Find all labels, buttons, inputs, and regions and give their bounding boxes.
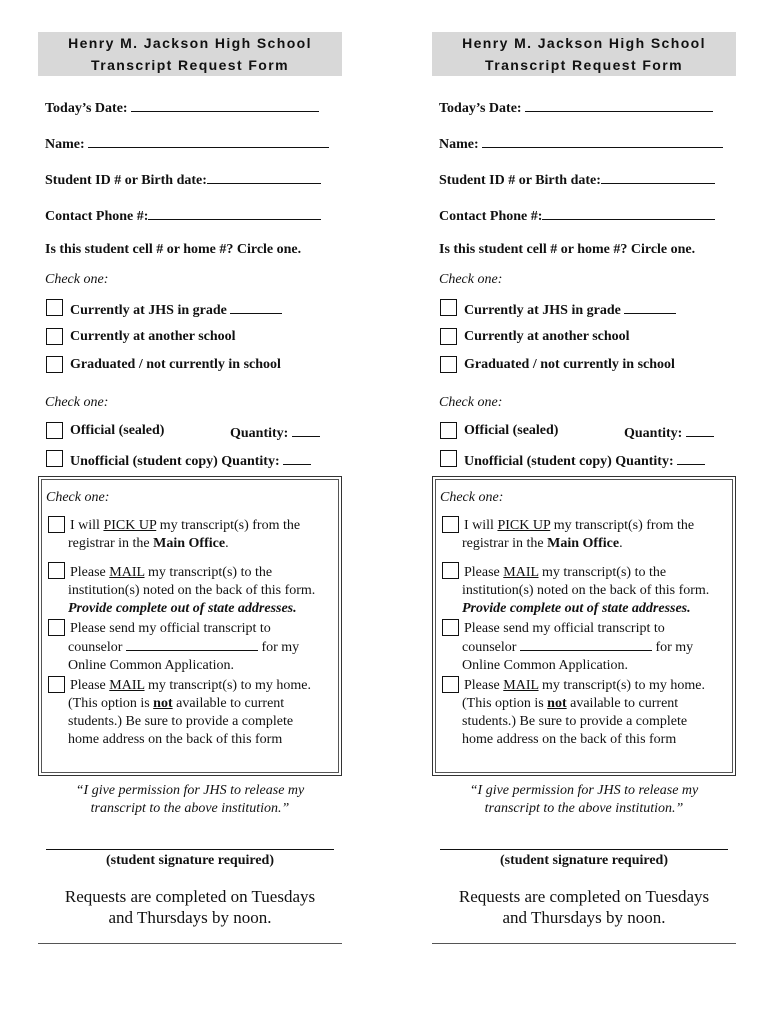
- school-name: Henry M. Jackson High School: [462, 35, 706, 51]
- pickup-text: I will PICK UP my transcript(s) from the registrar in the Main Office.: [68, 518, 301, 551]
- completion-note: Requests are completed on Tuesdays and Thursdays by noon.: [64, 887, 316, 927]
- check-one-label: Check one:: [45, 395, 109, 410]
- check-one-label: Check one:: [440, 490, 504, 505]
- name-field[interactable]: [45, 134, 329, 153]
- mail-institution-text: Please MAIL my transcript(s) to the institution(s) noted on the back of this form. Provide complete out of state addresses.: [68, 565, 316, 616]
- contact-phone-label: Contact Phone #:: [45, 209, 149, 224]
- quantity-label: Quantity:: [221, 454, 280, 469]
- signature-label: (student signature required): [499, 853, 668, 868]
- mail-institution-checkbox[interactable]: [442, 562, 459, 579]
- unofficial-checkbox[interactable]: [440, 450, 457, 467]
- signature-line[interactable]: [46, 849, 334, 850]
- form-title: Transcript Request Form: [91, 57, 289, 73]
- another-school-label: Currently at another school: [464, 329, 630, 344]
- bottom-divider: [432, 943, 736, 944]
- school-name: Henry M. Jackson High School: [68, 35, 312, 51]
- student-id-label: Student ID # or Birth date:: [439, 173, 601, 188]
- contact-phone-blank[interactable]: [148, 206, 321, 220]
- student-id-field[interactable]: [45, 170, 321, 189]
- check-one-label: Check one:: [45, 272, 109, 287]
- form-header: [38, 32, 342, 76]
- permission-statement: “I give permission for JHS to release my transcript to the above institution.”: [75, 783, 305, 816]
- name-label: Name:: [439, 137, 479, 152]
- student-id-label: Student ID # or Birth date:: [45, 173, 207, 188]
- pickup-text: I will PICK UP my transcript(s) from the registrar in the Main Office.: [462, 518, 695, 551]
- student-id-blank[interactable]: [207, 170, 321, 184]
- current-jhs-checkbox[interactable]: [440, 299, 457, 316]
- counselor-checkbox[interactable]: [48, 619, 65, 636]
- mail-institution-text: Please MAIL my transcript(s) to the institution(s) noted on the back of this form. Provide complete out of state addresses.: [462, 565, 710, 616]
- todays-date-field[interactable]: [439, 98, 713, 117]
- name-field[interactable]: [439, 134, 723, 153]
- signature-line[interactable]: [440, 849, 728, 850]
- graduated-label: Graduated / not currently in school: [70, 357, 281, 372]
- graduated-checkbox[interactable]: [46, 356, 63, 373]
- unofficial-quantity-blank[interactable]: [283, 451, 311, 465]
- official-quantity: [230, 423, 320, 442]
- check-one-label: Check one:: [439, 395, 503, 410]
- official-checkbox[interactable]: [46, 422, 63, 439]
- counselor-checkbox[interactable]: [442, 619, 459, 636]
- official-quantity: [624, 423, 714, 442]
- another-school-label: Currently at another school: [70, 329, 236, 344]
- unofficial-label: Unofficial (student copy): [464, 454, 612, 469]
- graduated-label: Graduated / not currently in school: [464, 357, 675, 372]
- check-one-label: Check one:: [46, 490, 110, 505]
- current-jhs-checkbox[interactable]: [46, 299, 63, 316]
- another-school-checkbox[interactable]: [440, 328, 457, 345]
- counselor-text: Please send my official transcript to counselor for my Online Common Application.: [68, 621, 300, 673]
- graduated-checkbox[interactable]: [440, 356, 457, 373]
- completion-note: Requests are completed on Tuesdays and Thursdays by noon.: [458, 887, 710, 927]
- todays-date-label: Today’s Date:: [45, 101, 128, 116]
- name-blank[interactable]: [482, 134, 723, 148]
- another-school-checkbox[interactable]: [46, 328, 63, 345]
- student-id-blank[interactable]: [601, 170, 715, 184]
- unofficial-label: Unofficial (student copy): [70, 454, 218, 469]
- todays-date-blank[interactable]: [131, 98, 319, 112]
- official-label: Official (sealed): [70, 423, 165, 438]
- student-id-field[interactable]: [439, 170, 715, 189]
- pickup-checkbox[interactable]: [48, 516, 65, 533]
- unofficial-checkbox[interactable]: [46, 450, 63, 467]
- contact-phone-label: Contact Phone #:: [439, 209, 543, 224]
- delivery-options-box: [432, 476, 736, 776]
- form-title: Transcript Request Form: [485, 57, 683, 73]
- counselor-name-blank[interactable]: [520, 638, 652, 651]
- permission-statement: “I give permission for JHS to release my transcript to the above institution.”: [469, 783, 699, 816]
- bottom-divider: [38, 943, 342, 944]
- name-label: Name:: [45, 137, 85, 152]
- todays-date-blank[interactable]: [525, 98, 713, 112]
- name-blank[interactable]: [88, 134, 329, 148]
- contact-phone-blank[interactable]: [542, 206, 715, 220]
- form-header: [432, 32, 736, 76]
- official-label: Official (sealed): [464, 423, 559, 438]
- counselor-text: Please send my official transcript to counselor for my Online Common Application.: [462, 621, 694, 673]
- unofficial-option: [70, 451, 311, 470]
- contact-phone-field[interactable]: [45, 206, 321, 225]
- cell-or-home-question: Is this student cell # or home #? Circle one.: [45, 242, 302, 257]
- official-quantity-blank[interactable]: [292, 423, 320, 437]
- signature-label: (student signature required): [105, 853, 274, 868]
- todays-date-field[interactable]: [45, 98, 319, 117]
- current-jhs-option: [70, 300, 282, 319]
- transcript-form-left: [38, 0, 342, 1024]
- pickup-checkbox[interactable]: [442, 516, 459, 533]
- cell-or-home-question: Is this student cell # or home #? Circle one.: [439, 242, 696, 257]
- unofficial-quantity-blank[interactable]: [677, 451, 705, 465]
- unofficial-option: [464, 451, 705, 470]
- grade-blank[interactable]: [624, 300, 676, 314]
- mail-home-text: Please MAIL my transcript(s) to my home. (This option is not available to current students.) Be sure to provide a complete home address on the back of this form: [68, 678, 311, 747]
- official-quantity-blank[interactable]: [686, 423, 714, 437]
- official-checkbox[interactable]: [440, 422, 457, 439]
- grade-blank[interactable]: [230, 300, 282, 314]
- quantity-label: Quantity:: [230, 426, 289, 441]
- delivery-options-box: [38, 476, 342, 776]
- current-jhs-option: [464, 300, 676, 319]
- todays-date-label: Today’s Date:: [439, 101, 522, 116]
- current-jhs-label: Currently at JHS in grade: [464, 303, 621, 318]
- mail-home-text: Please MAIL my transcript(s) to my home. (This option is not available to current students.) Be sure to provide a complete home address on the back of this form: [462, 678, 705, 747]
- counselor-name-blank[interactable]: [126, 638, 258, 651]
- mail-home-checkbox[interactable]: [442, 676, 459, 693]
- mail-home-checkbox[interactable]: [48, 676, 65, 693]
- contact-phone-field[interactable]: [439, 206, 715, 225]
- check-one-label: Check one:: [439, 272, 503, 287]
- quantity-label: Quantity:: [624, 426, 683, 441]
- quantity-label: Quantity:: [615, 454, 674, 469]
- mail-institution-checkbox[interactable]: [48, 562, 65, 579]
- current-jhs-label: Currently at JHS in grade: [70, 303, 227, 318]
- transcript-form-right: [432, 0, 736, 1024]
